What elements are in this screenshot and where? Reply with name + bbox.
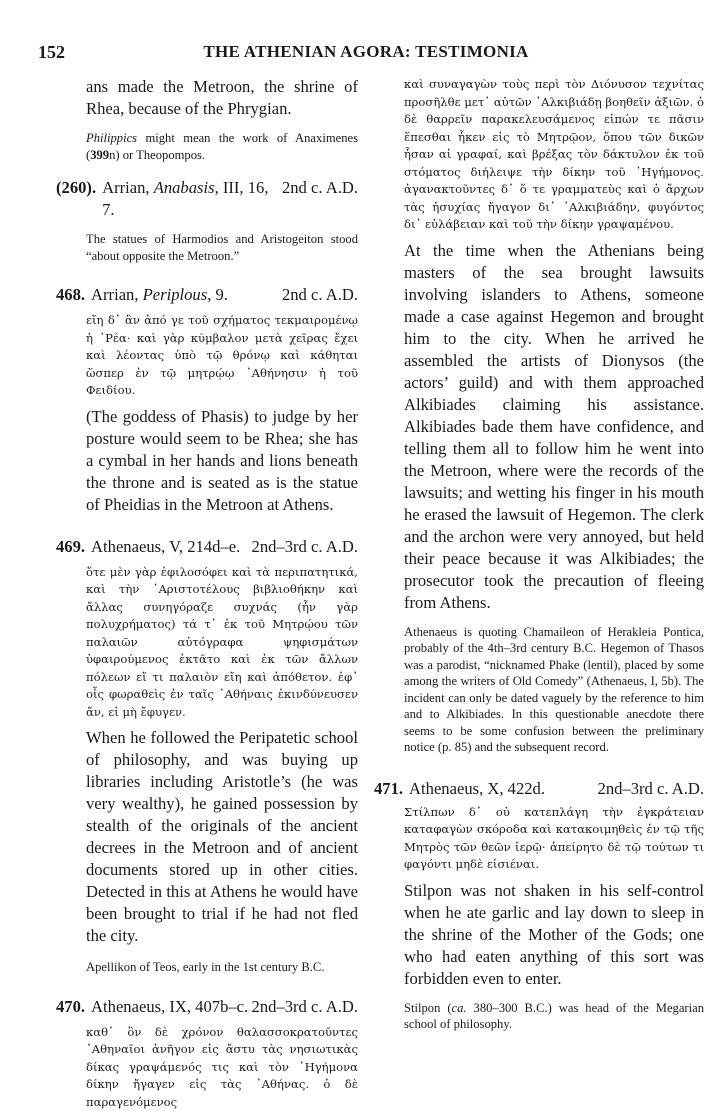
entry-471 (374, 778, 704, 800)
source-author: Arrian, (102, 178, 154, 197)
entry-470-greek: καθ᾽ ὃν δὲ χρόνον θαλασσοκρατοῦντες ᾽Αθηναῖοι ἀνῆγον εἰς ἄστυ τὰς νησιωτικὰς δίκας γραψάμενός τις καὶ τὸν ῾Ηγήμονα δίκην ἤγαγεν εἰς τὰς ᾽Αθήνας. ὁ δὲ παραγενόμενος (86, 1024, 358, 1111)
entry-469-note: Apellikon of Teos, early in the 1st century B.C. (86, 959, 358, 976)
entry-260-note: The statues of Harmodios and Aristogeiton stood “about opposite the Metroon.” (86, 231, 358, 264)
entry-source (91, 284, 282, 306)
entry-470-translation: At the time when the Athenians being masters of the sea brought lawsuits involving islanders to Athens, someone made a case against Hegemon and brought him to the city. When he arrived he assembled the artists of Dionysos (the actors’ guild) and with them approached Alkibiades claiming his assistance. Alkibiades bade them have confidence, and telling them all to follow him he went into the Metroon, where were the records of the lawsuits; and wetting his finger in his mouth he erased the lawsuit of Hegemon. The clerk and the archon were very annoyed, but held their peace because it was Alkibiades; the prosecutor took the precaution of fleeing from Athens. (404, 240, 704, 614)
note-text-end: n) or Theopompos. (109, 148, 205, 162)
entry-date: 2nd–3rd c. A.D. (598, 778, 704, 800)
entry-470-greek-continued: καὶ συναγαγὼν τοὺς περὶ τὸν Διόνυσον τεχνίτας προσῆλθε μετ᾽ αὐτῶν ᾽Αλκιβιάδῃ βοηθεῖν ἀξιῶν. ὁ δὲ θαρρεῖν παρακελευσάμενος εἰπών τε πᾶσιν ἕπεσθαι ἧκεν εἰς τὸ Μητρῷον, ὅπου τῶν δικῶν ἦσαν αἱ γραφαί, καὶ βρέξας τὸν δάκτυλον ἐκ τοῦ στόματος διήλειψε τὴν δίκην τοῦ ῾Ηγήμονος. ἀγανακτοῦντες δ᾽ ὅ τε γραμματεὺς καὶ ὁ ἄρχων τὰς ἡσυχίας ἤγαγον δι᾽ ᾽Αλκιβιάδην, φυγόντος δι᾽ εὐλάβειαν καὶ τοῦ τὴν δίκην γραψαμένου. (404, 76, 704, 234)
entry-date: 2nd c. A.D. (282, 177, 358, 221)
page-header (38, 42, 694, 68)
source-ref: , III, 16, 7. (102, 178, 268, 219)
entry-468-greek: εἴη δ᾽ ἂν ἀπό γε τοῦ σχήματος τεκμαιρομένῳ ἡ ῾Ρέα· καὶ γὰρ κύμβαλον μετὰ χεῖρας ἔχει καὶ λέοντας ὑπὸ τῷ θρόνῳ καὶ κάθηται ὥσπερ ἐν τῷ μητρῴῳ ᾽Αθήνησιν ἡ τοῦ Φειδίου. (86, 312, 358, 400)
cross-reference: 399 (90, 148, 109, 162)
note-text: Stilpon ( (404, 1001, 452, 1015)
entry-source: Athenaeus, V, 214d–e. (91, 536, 251, 558)
entry-470-note: Athenaeus is quoting Chamaileon of Herakleia Pontica, probably of the 4th–3rd century B.C. Hegemon of Thasos was a parodist, “nicknamed Phake (lentil), placed by some among the writers of Old Comedy” (Athenaeus, I, 5b). The incident can only be dated vaguely by the reference to him and to Alkibiades. In this questionable anecdote there seems to be some confusion between the preliminary notice (p. 85) and the subsequent record. (404, 624, 704, 756)
entry-number: (260). (56, 177, 96, 221)
entry-date: 2nd–3rd c. A.D. (252, 536, 358, 558)
philippics-title: Philippics (86, 131, 137, 145)
continuation-note (86, 130, 358, 163)
entry-number: 469. (56, 536, 85, 558)
entry-469-translation: When he followed the Peripatetic school of philosophy, and was buying up libraries including Aristotle’s (he was very wealthy), he gained possession by stealth of the originals of the ancient decrees in the Metroon and of ancient documents stored up in other cities. Detected in this at Athens he would have been brought to trial if he had not fled the city. (86, 727, 358, 947)
continuation-text: ans made the Metroon, the shrine of Rhea, because of the Phrygian. (86, 76, 358, 120)
entry-260 (56, 177, 358, 221)
source-ref: , 9. (207, 285, 228, 304)
left-column (56, 76, 358, 1111)
entry-date: 2nd c. A.D. (282, 284, 358, 306)
source-work: Periplous (143, 285, 208, 304)
entry-number: 468. (56, 284, 85, 306)
source-author: Arrian, (91, 285, 143, 304)
right-column (404, 76, 704, 1033)
entry-471-translation: Stilpon was not shaken in his self-control when he ate garlic and lay down to sleep in the shrine of the Mother of the Gods; one who had eaten anything of this sort was forbidden even to enter. (404, 880, 704, 990)
page-number: 152 (38, 42, 65, 63)
entry-471-greek: Στίλπων δ᾽ οὐ κατεπλάγη τὴν ἐγκράτειαν καταφαγὼν σκόροδα καὶ κατακοιμηθεὶς ἐν τῷ τῆς Μητρὸς τῶν θεῶν ἱερῷ· ἀπείρητο δὲ τῷ τούτων τι φαγόντι μηδὲ εἰσιέναι. (404, 804, 704, 874)
entry-468-translation: (The goddess of Phasis) to judge by her posture would seem to be Rhea; she has a cymbal in her hands and lions beneath the throne and is seated as is the statue of Pheidias in the Metroon at Athens. (86, 406, 358, 516)
entry-number: 470. (56, 996, 85, 1018)
entry-470 (56, 996, 358, 1018)
entry-number: 471. (374, 778, 403, 800)
entry-source: Athenaeus, X, 422d. (409, 778, 597, 800)
entry-469-greek: ὅτε μὲν γὰρ ἐφιλοσόφει καὶ τὰ περιπατητικά, καὶ τὴν ᾽Αριστοτέλους βιβλιοθήκην καὶ ἄλλας συνηγόραζε συχνάς (ἦν γὰρ πολυχρήματος) τά τ᾽ ἐκ τοῦ Μητρῴου τῶν παλαιῶν αὐτόγραφα ψηφισμάτων ὑφαιρούμενος ἐκτᾶτο καὶ ἐκ τῶν ἄλλων πόλεων εἴ τι παλαιὸν εἴη καὶ ἀπόθετον. ἐφ᾽ οἷς φωραθεὶς ἐν ταῖς ᾽Αθήναις ἐκινδύνευσεν ἄν, εἰ μὴ ἔφυγεν. (86, 564, 358, 722)
source-work: Anabasis (154, 178, 215, 197)
note-text-end: 380–300 B.C.) was head of the Megarian school of philosophy. (404, 1001, 704, 1032)
entry-source: Athenaeus, IX, 407b–c. (91, 996, 251, 1018)
circa-abbrev: ca. (452, 1001, 467, 1015)
entry-469 (56, 536, 358, 558)
entry-date: 2nd–3rd c. A.D. (252, 996, 358, 1018)
running-title: THE ATHENIAN AGORA: TESTIMONIA (38, 42, 694, 62)
note-text: might mean the work of Anaximenes ( (86, 131, 358, 162)
entry-468 (56, 284, 358, 306)
entry-471-note (404, 1000, 704, 1033)
entry-source (102, 177, 282, 221)
